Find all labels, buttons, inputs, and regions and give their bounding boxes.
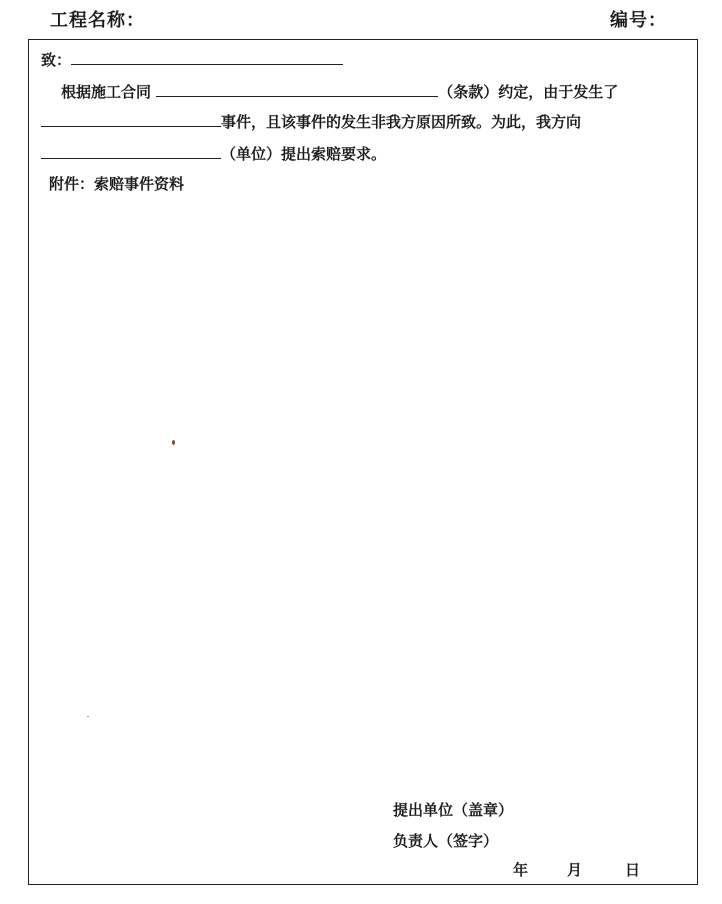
paragraph-line-3: [41, 144, 386, 164]
year-label: 年: [513, 861, 529, 879]
scan-speck: [172, 440, 175, 445]
recipient-blank[interactable]: [71, 50, 343, 65]
contract-clause-blank[interactable]: [156, 82, 438, 97]
serial-number-label: 编号：: [610, 10, 667, 31]
event-blank[interactable]: [41, 112, 221, 127]
person-sign-label: 负责人（签字）: [393, 832, 499, 850]
attachment-text: 附件：索赔事件资料: [49, 175, 185, 193]
paragraph-line-2: [41, 112, 581, 132]
unit-seal-label: 提出单位（盖章）: [393, 801, 514, 819]
unit-blank[interactable]: [41, 144, 221, 159]
claim-suffix-text: （单位）提出索赔要求。: [221, 145, 387, 163]
event-suffix-text: 事件，且该事件的发生非我方原因所致。为此，我方向: [221, 113, 582, 131]
day-label: 日: [625, 861, 641, 879]
scan-speck-small: [87, 716, 89, 717]
claim-form: [28, 39, 698, 885]
clause-suffix-text: （条款）约定，由于发生了: [438, 83, 619, 101]
recipient-line: [41, 50, 343, 70]
contract-prefix-text: 根据施工合同: [61, 83, 152, 101]
paragraph-line-1: [61, 82, 618, 102]
to-label: 致：: [41, 51, 72, 69]
project-name-label: 工程名称：: [50, 10, 145, 31]
month-label: 月: [567, 861, 583, 879]
